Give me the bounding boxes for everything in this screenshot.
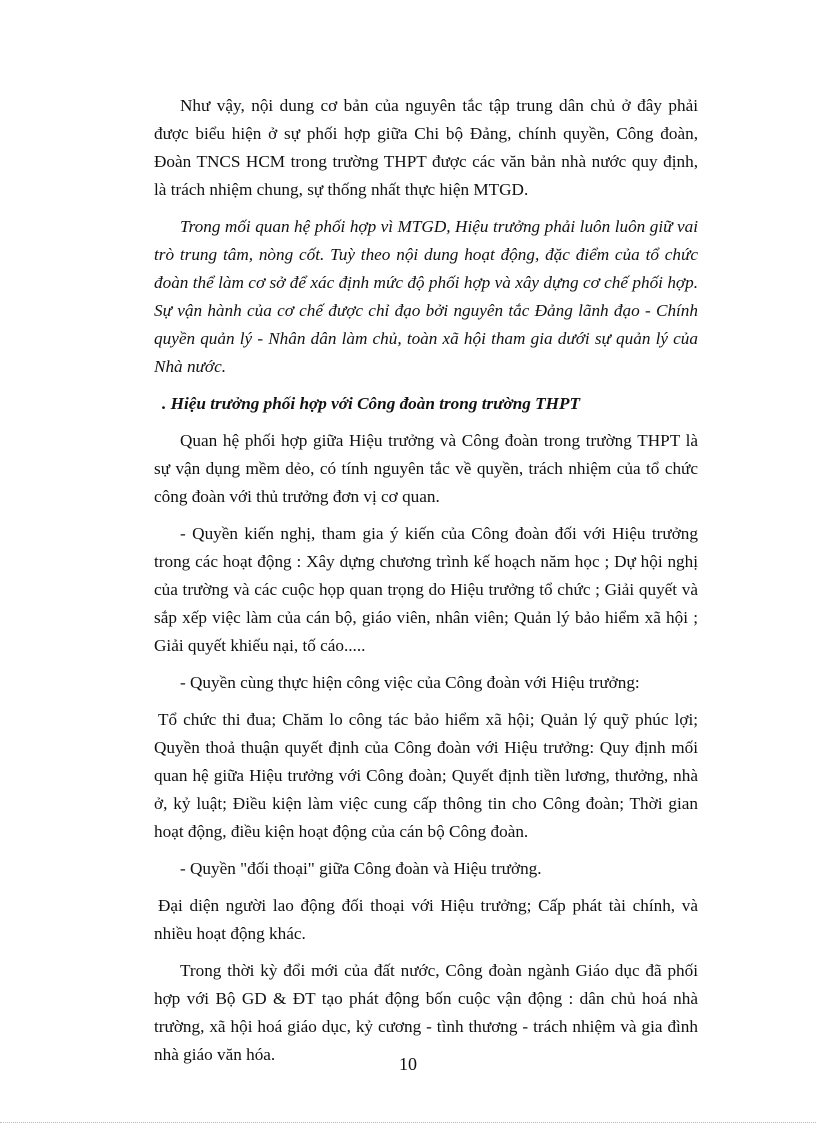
paragraph-renovation-period: Trong thời kỳ đổi mới của đất nước, Công đoàn ngành Giáo dục đã phối hợp với Bộ GD & ĐT tạo phát động bốn cuộc vận động : dân chủ hoá nhà trường, xã hội hoá giáo dục, kỷ cương - tình thương - trách nhiệm và gia đình nhà giáo văn hóa. [154,961,698,1064]
section-heading: . Hiệu trưởng phối hợp với Công đoàn trong trường THPT [162,394,581,413]
paragraph-right-to-propose: - Quyền kiến nghị, tham gia ý kiến của Công đoàn đối với Hiệu trưởng trong các hoạt động : Xây dựng chương trình kế hoạch năm học ; Dự hội nghị của trường và các cuộc họp quan trọng do Hiệu trưởng tổ chức ; Giải quyết và sắp xếp việc làm của cán bộ, giáo viên, nhân viên; Quản lý bảo hiểm xã hội ; Giải quyết khiếu nại, tố cáo..... [154,524,698,655]
paragraph-relationship: Quan hệ phối hợp giữa Hiệu trưởng và Công đoàn trong trường THPT là sự vận dụng mềm dẻo, có tính nguyên tắc về quyền, trách nhiệm của tổ chức công đoàn với thủ trưởng đơn vị cơ quan. [154,431,698,506]
document-body [154,92,698,1078]
paragraph-principal-role: Trong mối quan hệ phối hợp vì MTGD, Hiệu trưởng phải luôn luôn giữ vai trò trung tâm, nòng cốt. Tuỳ theo nội dung hoạt động, đặc điểm của tổ chức đoàn thể làm cơ sở để xác định mức độ phối hợp và xây dựng cơ chế phối hợp. Sự vận hành của cơ chế được chỉ đạo bởi nguyên tắc Đảng lãnh đạo - Chính quyền quản lý - Nhân dân làm chủ, toàn xã hội tham gia dưới sự quản lý của Nhà nước. [154,217,698,376]
paragraph-right-to-dialogue: - Quyền "đối thoại" giữa Công đoàn và Hiệu trưởng. [180,859,542,878]
paragraph-democratic-centralism: Như vậy, nội dung cơ bản của nguyên tắc tập trung dân chủ ở đây phải được biểu hiện ở sự phối hợp giữa Chi bộ Đảng, chính quyền, Công đoàn, Đoàn TNCS HCM trong trường THPT được các văn bản nhà nước quy định, là trách nhiệm chung, sự thống nhất thực hiện MTGD. [154,96,698,199]
paragraph-dialogue-details: Đại diện người lao động đối thoại với Hiệu trưởng; Cấp phát tài chính, và nhiều hoạt động khác. [154,896,698,943]
paragraph-right-to-implement: - Quyền cùng thực hiện công việc của Công đoàn với Hiệu trưởng: [180,673,640,692]
paragraph-implementation-list: Tổ chức thi đua; Chăm lo công tác bảo hiểm xã hội; Quản lý quỹ phúc lợi; Quyền thoả thuận quyết định của Công đoàn với Hiệu trưởng: Quy định mối quan hệ giữa Hiệu trưởng với Công đoàn; Quyết định tiền lương, thưởng, nhà ở, kỷ luật; Điều kiện làm việc cung cấp thông tin cho Công đoàn; Thời gian hoạt động, điều kiện hoạt động của cán bộ Công đoàn. [154,710,698,841]
page-number: 10 [399,1054,417,1074]
